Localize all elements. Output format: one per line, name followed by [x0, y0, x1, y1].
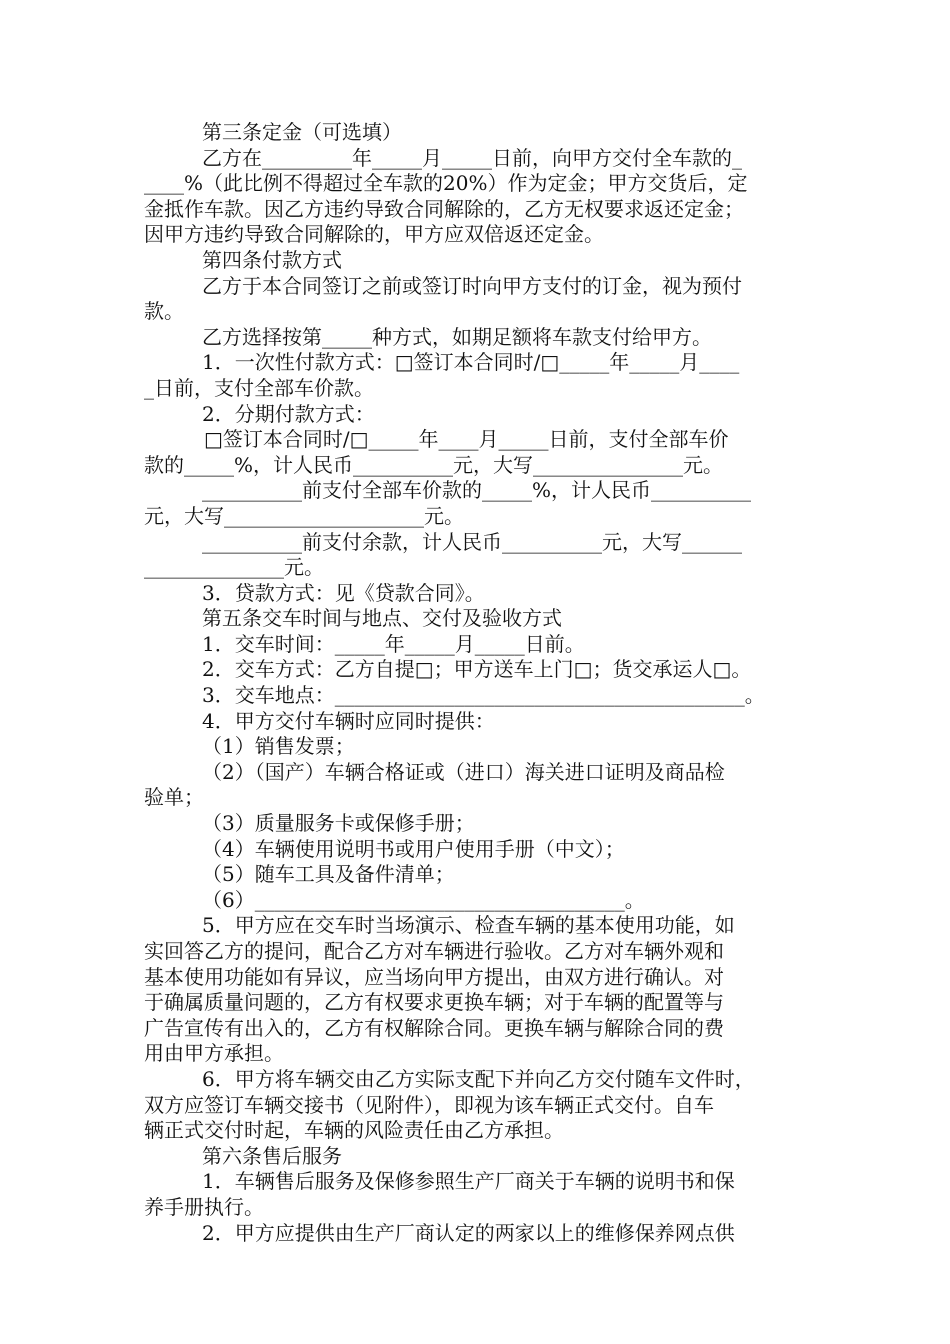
text-line: 第六条售后服务 — [202, 1143, 342, 1168]
text-line: 5．甲方应在交车时当场演示、检查车辆的基本使用功能，如 — [202, 913, 735, 938]
text-line: 验单； — [144, 785, 204, 810]
text-line: 1．车辆售后服务及保修参照生产厂商关于车辆的说明书和保 — [202, 1169, 735, 1194]
text-line: __________前支付全部车价款的_____%，计人民币__________ — [202, 478, 752, 503]
text-line: ______________元。 — [144, 555, 324, 580]
text-line: 基本使用功能如有异议，应当场向甲方提出，由双方进行确认。对 — [144, 964, 724, 989]
text-line: 第三条定金（可选填） — [202, 120, 402, 144]
document-page — [144, 120, 808, 1246]
text-line: 1．一次性付款方式：□签订本合同时/□_____年_____月____ — [202, 350, 740, 375]
text-line: （3）质量服务卡或保修手册； — [202, 811, 475, 836]
text-line: 双方应签订车辆交接书（见附件），即视为该车辆正式交付。自车 — [144, 1092, 714, 1117]
text-line: 2．分期付款方式： — [202, 401, 375, 426]
text-line: 实回答乙方的提问，配合乙方对车辆进行验收。乙方对车辆外观和 — [144, 939, 724, 963]
text-line: 款。 — [144, 299, 184, 324]
text-line: 4．甲方交付车辆时应同时提供： — [202, 708, 495, 733]
text-line: □签订本合同时/□_____年____月_____日前，支付全部车价 — [204, 427, 729, 452]
text-line: （1）销售发票； — [202, 734, 355, 759]
text-line: 6．甲方将车辆交由乙方实际支配下并向乙方交付随车文件时， — [202, 1066, 755, 1091]
text-line: 用由甲方承担。 — [144, 1041, 284, 1066]
text-line: ____%（此比例不得超过全车款的20%）作为定金；甲方交货后，定 — [144, 171, 748, 196]
text-line: __________前支付余款，计人民币__________元，大写______ — [202, 529, 742, 554]
text-line: （2）（国产）车辆合格证或（进口）海关进口证明及商品检 — [202, 759, 725, 784]
text-line: （4）车辆使用说明书或用户使用手册（中文）； — [202, 836, 625, 861]
text-line: 于确属质量问题的，乙方有权要求更换车辆；对于车辆的配置等与 — [144, 990, 724, 1015]
text-line: 2．交车方式：乙方自提□；甲方送车上门□；货交承运人□。 — [202, 657, 752, 682]
text-line: 养手册执行。 — [144, 1194, 264, 1219]
text-line: （6）_____________________________________。 — [202, 887, 645, 912]
text-line: 元，大写____________________元。 — [144, 503, 464, 528]
text-line: 乙方选择按第_____种方式，如期足额将车款支付给甲方。 — [202, 324, 712, 349]
text-line: 广告宣传有出入的，乙方有权解除合同。更换车辆与解除合同的费 — [144, 1015, 724, 1040]
text-line: 金抵作车款。因乙方违约导致合同解除的，乙方无权要求返还定金； — [144, 196, 744, 221]
text-line: _日前，支付全部车价款。 — [144, 375, 374, 400]
text-line: （5）随车工具及备件清单； — [202, 862, 455, 887]
text-line: 乙方于本合同签订之前或签订时向甲方支付的订金，视为预付 — [202, 273, 742, 298]
text-line: 款的_____%，计人民币__________元，大写_______________元。 — [144, 452, 724, 477]
text-line: 3．交车地点：_________________________________________。 — [202, 683, 765, 708]
text-line: 第五条交车时间与地点、交付及验收方式 — [202, 606, 562, 631]
text-line: 2．甲方应提供由生产厂商认定的两家以上的维修保养网点供 — [202, 1220, 735, 1245]
text-line: 第四条付款方式 — [202, 247, 342, 272]
text-line: 辆正式交付时起，车辆的风险责任由乙方承担。 — [144, 1118, 564, 1143]
text-line: 因甲方违约导致合同解除的，甲方应双倍返还定金。 — [144, 222, 604, 247]
text-line: 乙方在_________年_____月_____日前，向甲方交付全车款的_ — [202, 145, 742, 170]
text-line: 3．贷款方式：见《贷款合同》。 — [202, 580, 485, 605]
text-line: 1．交车时间：_____年_____月_____日前。 — [202, 631, 585, 656]
